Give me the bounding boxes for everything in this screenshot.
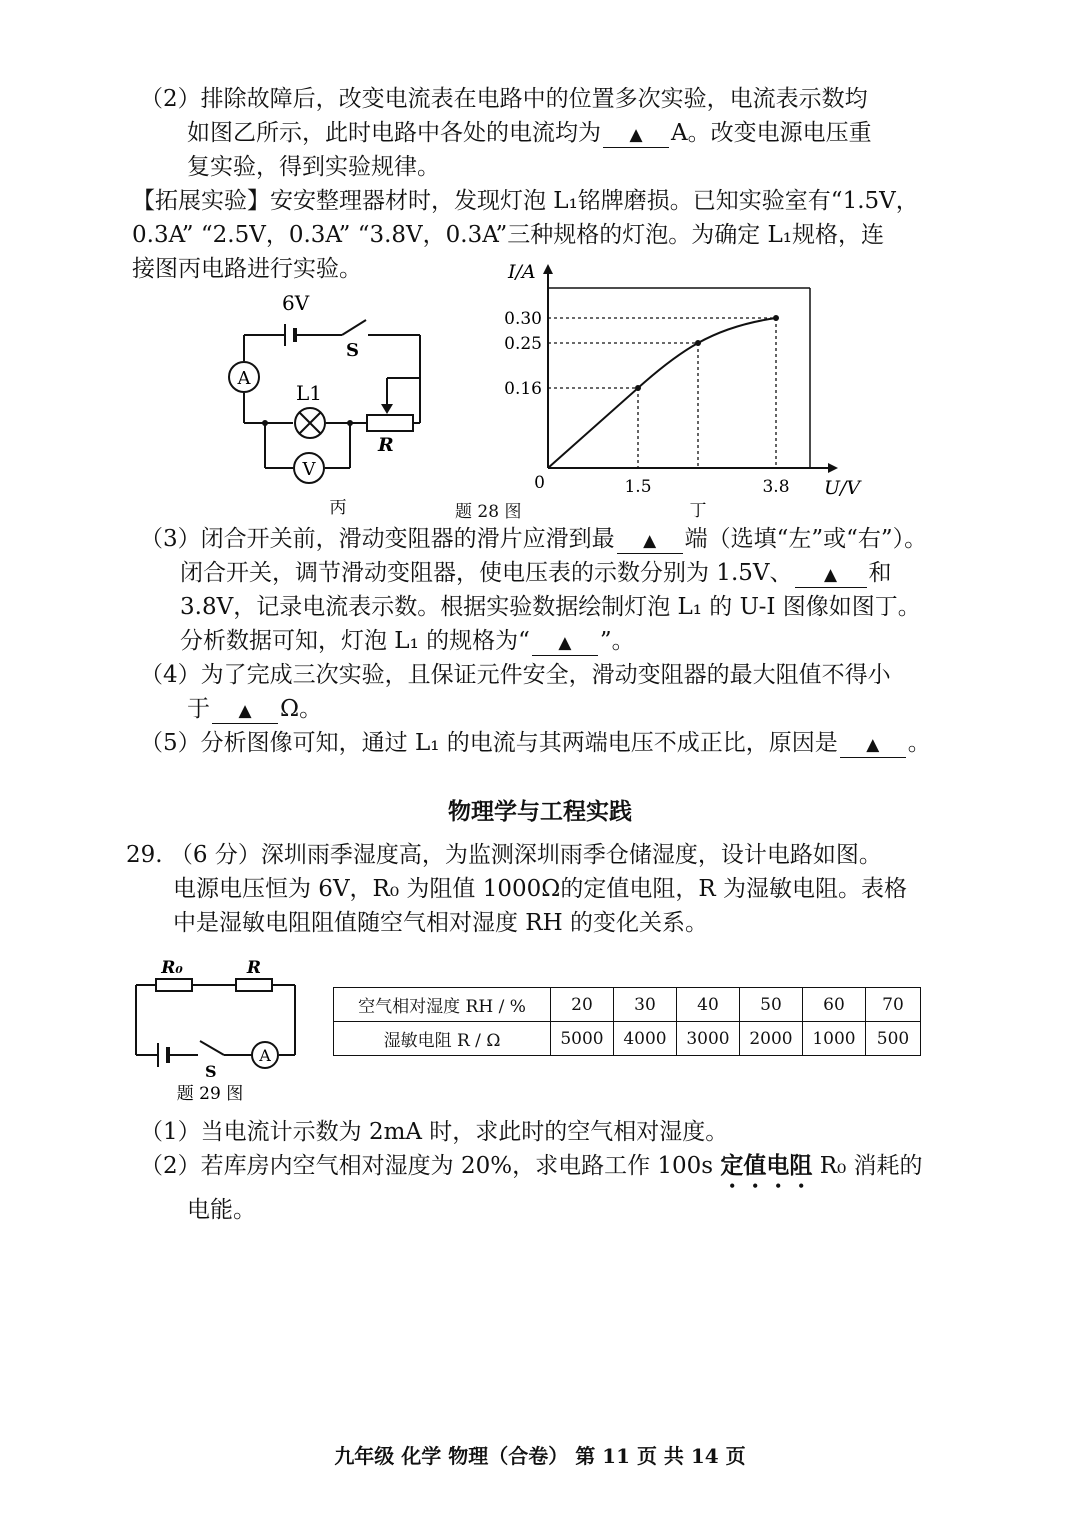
table-cell: 4000 bbox=[614, 1022, 677, 1056]
source-voltage-label: 6V bbox=[282, 291, 310, 315]
extension-line3: 接图丙电路进行实验。 bbox=[132, 256, 362, 282]
q28-part4-line1: （4）为了完成三次实验，且保证元件安全，滑动变阻器的最大阻值不得小 bbox=[140, 662, 891, 688]
table-cell: 60 bbox=[803, 988, 866, 1022]
circuit-diagram-bing bbox=[220, 280, 450, 520]
y-tick-label: 0.16 bbox=[504, 379, 542, 399]
figure-29-caption: 题 29 图 bbox=[176, 1084, 244, 1104]
answer-blank: ▲ bbox=[603, 123, 669, 148]
circuit-diagram-29 bbox=[128, 955, 308, 1104]
q29-part2-text: （2）若库房内空气相对湿度为 20%，求电路工作 100s bbox=[140, 1153, 721, 1179]
chart-labels bbox=[504, 261, 862, 521]
answer-blank: ▲ bbox=[212, 699, 278, 724]
q29-part1: （1）当电流计示数为 2mA 时，求此时的空气相对湿度。 bbox=[140, 1119, 729, 1145]
ammeter-label: A bbox=[259, 1046, 271, 1065]
ammeter-label: A bbox=[237, 368, 251, 389]
q28-part2-line1: （2）排除故障后，改变电流表在电路中的位置多次实验，电流表示数均 bbox=[140, 86, 868, 112]
q28-part2-line3: 复实验，得到实验规律。 bbox=[187, 154, 440, 180]
x-axis-label: U/V bbox=[824, 477, 861, 499]
q28-part4-text: 于 bbox=[187, 696, 210, 722]
voltmeter-label: V bbox=[302, 459, 316, 480]
q28-part5-text: （5）分析图像可知，通过 L₁ 的电流与其两端电压不成正比，原因是 bbox=[140, 730, 838, 756]
table-cell: 5000 bbox=[551, 1022, 614, 1056]
answer-blank: ▲ bbox=[840, 733, 906, 758]
chart-grid bbox=[548, 288, 810, 468]
table-cell: 50 bbox=[740, 988, 803, 1022]
switch-label: S bbox=[205, 1062, 217, 1081]
q29-line3: 中是湿敏电阻阻值随空气相对湿度 RH 的变化关系。 bbox=[173, 910, 708, 936]
q29-part2-line2: 电能。 bbox=[187, 1197, 256, 1223]
answer-blank: ▲ bbox=[532, 631, 598, 656]
table-cell: 500 bbox=[866, 1022, 921, 1056]
x-axis-arrow bbox=[828, 463, 838, 473]
switch-label: S bbox=[346, 340, 359, 361]
table-cell: 70 bbox=[866, 988, 921, 1022]
q29-line1: 29. （6 分）深圳雨季湿度高，为监测深圳雨季仓储湿度，设计电路如图。 bbox=[126, 842, 882, 868]
table-header-r: 湿敏电阻 R / Ω bbox=[334, 1022, 551, 1056]
x-tick-label: 1.5 bbox=[624, 477, 652, 497]
extension-line2: 0.3A” “2.5V，0.3A” “3.8V，0.3A”三种规格的灯泡。为确定 L₁规格，连 bbox=[132, 222, 885, 248]
q28-part2-text2: A。改变电源电压重 bbox=[671, 120, 872, 146]
q28-part4-line2 bbox=[187, 694, 322, 724]
q28-part5-text2: 。 bbox=[907, 730, 931, 756]
answer-blank: ▲ bbox=[795, 563, 867, 588]
figure-bing-caption: 丙 bbox=[329, 498, 347, 518]
q28-part3-line4 bbox=[180, 626, 635, 656]
chart-marks bbox=[548, 315, 779, 468]
table-cell: 20 bbox=[551, 988, 614, 1022]
table-cell: 1000 bbox=[803, 1022, 866, 1056]
y-tick-label: 0.30 bbox=[504, 309, 542, 329]
q28-part3-text2: 端（选填“左”或“右”）。 bbox=[684, 526, 928, 552]
q28-part3-text3: 闭合开关，调节滑动变阻器，使电压表的示数分别为 1.5V、 bbox=[180, 560, 793, 586]
chart-caption: 丁 bbox=[689, 501, 707, 521]
table-cell: 40 bbox=[677, 988, 740, 1022]
q28-part3-text: （3）闭合开关前，滑动变阻器的滑片应滑到最 bbox=[140, 526, 615, 552]
chart-axes bbox=[543, 264, 838, 473]
q28-part5-line1 bbox=[140, 728, 931, 758]
table-cell: 2000 bbox=[740, 1022, 803, 1056]
emphasized-text: 定值电阻 bbox=[720, 1152, 813, 1179]
table-header-rh: 空气相对湿度 RH / % bbox=[334, 988, 551, 1022]
origin-label: 0 bbox=[534, 473, 545, 493]
y-tick-label: 0.25 bbox=[504, 334, 542, 354]
q29-line2: 电源电压恒为 6V，R₀ 为阻值 1000Ω的定值电阻，R 为湿敏电阻。表格 bbox=[173, 876, 907, 902]
q28-part2-text: 如图乙所示，此时电路中各处的电流均为 bbox=[187, 120, 601, 146]
ui-graph-ding bbox=[490, 261, 861, 522]
figure-28-caption: 题 28 图 bbox=[455, 502, 522, 522]
q28-part3-line3: 3.8V，记录电流表示数。根据实验数据绘制灯泡 L₁ 的 U-I 图像如图丁。 bbox=[180, 594, 921, 620]
table-cell: 3000 bbox=[677, 1022, 740, 1056]
rheostat-label: R bbox=[378, 434, 394, 456]
r0-label: R₀ bbox=[161, 958, 183, 978]
section-title: 物理学与工程实践 bbox=[448, 798, 632, 825]
table-row bbox=[334, 988, 921, 1022]
y-axis-label: I/A bbox=[508, 261, 536, 283]
data-point bbox=[773, 315, 779, 321]
q28-part2-line2 bbox=[187, 118, 872, 148]
table-row bbox=[334, 1022, 921, 1056]
y-axis-arrow bbox=[543, 264, 553, 274]
q28-part3-text4: 和 bbox=[868, 560, 892, 586]
q28-part4-text2: Ω。 bbox=[280, 696, 323, 722]
q28-part3-text5: 分析数据可知，灯泡 L₁ 的规格为“ bbox=[180, 628, 530, 654]
table-cell: 30 bbox=[614, 988, 677, 1022]
extension-line1: 【拓展实验】安安整理器材时，发现灯泡 L₁铭牌磨损。已知实验室有“1.5V， bbox=[132, 188, 919, 214]
q29-part2-text2: R₀ 消耗的 bbox=[812, 1153, 923, 1179]
lamp-label: L1 bbox=[296, 381, 323, 405]
humidity-resistance-table bbox=[333, 987, 921, 1056]
page-footer: 九年级 化学 物理（合卷） 第 11 页 共 14 页 bbox=[334, 1444, 746, 1468]
data-point bbox=[695, 340, 701, 346]
data-point bbox=[635, 385, 641, 391]
q28-part3-line2 bbox=[180, 558, 892, 588]
r-label: R bbox=[246, 958, 262, 978]
q29-part2-line1 bbox=[140, 1151, 923, 1193]
x-tick-label: 3.8 bbox=[762, 477, 790, 497]
answer-blank: ▲ bbox=[617, 529, 683, 554]
q28-part3-text6: ”。 bbox=[599, 628, 635, 654]
series-line bbox=[548, 318, 776, 468]
q28-part3-line1 bbox=[140, 524, 927, 554]
